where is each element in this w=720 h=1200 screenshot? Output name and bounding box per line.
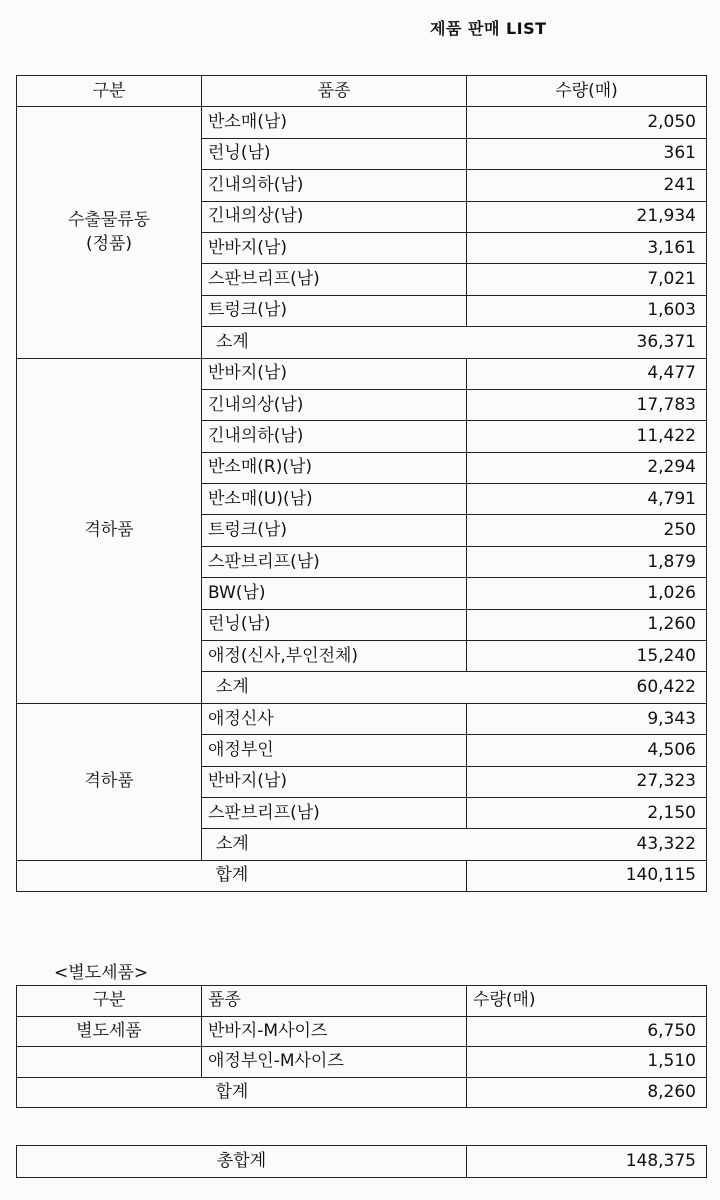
item-cell: 스판브리프(남) — [202, 797, 467, 828]
qty-cell: 250 — [467, 515, 707, 546]
header-qty: 수량(매) — [467, 986, 707, 1017]
item-cell: 반바지(남) — [202, 358, 467, 389]
qty-cell: 27,323 — [467, 766, 707, 797]
item-cell: 애정신사 — [202, 703, 467, 734]
qty-cell: 1,603 — [467, 295, 707, 326]
qty-cell: 4,506 — [467, 735, 707, 766]
group-label: 수출물류동 — [67, 209, 151, 230]
header-category: 구분 — [17, 76, 202, 107]
item-cell: 긴내의하(남) — [202, 170, 467, 201]
subtotal-value: 43,322 — [467, 829, 707, 860]
qty-cell: 1,026 — [467, 578, 707, 609]
table-header-row — [17, 986, 707, 1017]
item-cell: 반바지(남) — [202, 232, 467, 263]
total-blank-cell — [17, 860, 202, 891]
item-cell: 트렁크(남) — [202, 515, 467, 546]
qty-cell: 3,161 — [467, 232, 707, 263]
table-row — [17, 107, 707, 138]
qty-cell: 241 — [467, 170, 707, 201]
qty-cell: 361 — [467, 138, 707, 169]
total-label: 합계 — [202, 860, 467, 891]
separate-section-title: <별도세품> — [54, 963, 149, 983]
header-item: 품종 — [202, 986, 467, 1017]
table-row — [17, 703, 707, 734]
qty-cell: 2,050 — [467, 107, 707, 138]
item-cell: 반바지-M사이즈 — [202, 1016, 467, 1047]
item-cell: 반소매(U)(남) — [202, 484, 467, 515]
group-category-cell — [17, 107, 202, 358]
grand-total-row — [17, 1146, 707, 1178]
subtotal-label: 소계 — [202, 672, 467, 703]
item-cell: BW(남) — [202, 578, 467, 609]
item-cell: 반소매(남) — [202, 107, 467, 138]
item-cell: 긴내의하(남) — [202, 421, 467, 452]
item-cell: 스판브리프(남) — [202, 264, 467, 295]
item-cell: 애정부인-M사이즈 — [202, 1047, 467, 1078]
item-cell: 애정(신사,부인전체) — [202, 641, 467, 672]
table-row — [17, 1016, 707, 1047]
header-category: 구분 — [17, 986, 202, 1017]
subtotal-value: 60,422 — [467, 672, 707, 703]
subtotal-value: 36,371 — [467, 327, 707, 358]
qty-cell: 15,240 — [467, 641, 707, 672]
grand-total-label: 총합계 — [17, 1146, 467, 1178]
grand-total-table — [16, 1145, 707, 1178]
grand-total-value: 148,375 — [467, 1146, 707, 1178]
qty-cell: 17,783 — [467, 389, 707, 420]
item-cell: 트렁크(남) — [202, 295, 467, 326]
qty-cell: 1,260 — [467, 609, 707, 640]
qty-cell: 4,791 — [467, 484, 707, 515]
item-cell: 반바지(남) — [202, 766, 467, 797]
group-label: 격하품 — [84, 771, 134, 792]
item-cell: 스판브리프(남) — [202, 546, 467, 577]
table-row — [17, 358, 707, 389]
total-row — [17, 1077, 707, 1108]
total-row — [17, 860, 707, 891]
qty-cell: 7,021 — [467, 264, 707, 295]
group-category-cell — [17, 703, 202, 860]
sales-table — [16, 75, 707, 892]
qty-cell: 1,510 — [467, 1047, 707, 1078]
total-value: 8,260 — [467, 1077, 707, 1108]
qty-cell: 21,934 — [467, 201, 707, 232]
qty-cell: 11,422 — [467, 421, 707, 452]
total-label: 합계 — [202, 1077, 467, 1108]
page-title: 제품 판매 LIST — [430, 19, 547, 38]
qty-cell: 9,343 — [467, 703, 707, 734]
item-cell: 긴내의상(남) — [202, 201, 467, 232]
subtotal-label: 소계 — [202, 829, 467, 860]
category-cell — [17, 1047, 202, 1078]
total-blank-cell — [17, 1077, 202, 1108]
qty-cell: 4,477 — [467, 358, 707, 389]
subtotal-label: 소계 — [202, 327, 467, 358]
category-cell: 별도세품 — [17, 1016, 202, 1047]
group-category-cell — [17, 358, 202, 703]
table-header-row — [17, 76, 707, 107]
item-cell: 런닝(남) — [202, 138, 467, 169]
qty-cell: 2,294 — [467, 452, 707, 483]
item-cell: 런닝(남) — [202, 609, 467, 640]
separate-items-table — [16, 985, 707, 1108]
total-value: 140,115 — [467, 860, 707, 891]
group-label-sub: (정품) — [85, 234, 133, 255]
qty-cell: 6,750 — [467, 1016, 707, 1047]
header-qty: 수량(매) — [467, 76, 707, 107]
group-label: 격하품 — [84, 520, 134, 541]
item-cell: 애정부인 — [202, 735, 467, 766]
item-cell: 반소매(R)(남) — [202, 452, 467, 483]
header-item: 품종 — [202, 76, 467, 107]
item-cell: 긴내의상(남) — [202, 389, 467, 420]
qty-cell: 2,150 — [467, 797, 707, 828]
table-row — [17, 1047, 707, 1078]
qty-cell: 1,879 — [467, 546, 707, 577]
